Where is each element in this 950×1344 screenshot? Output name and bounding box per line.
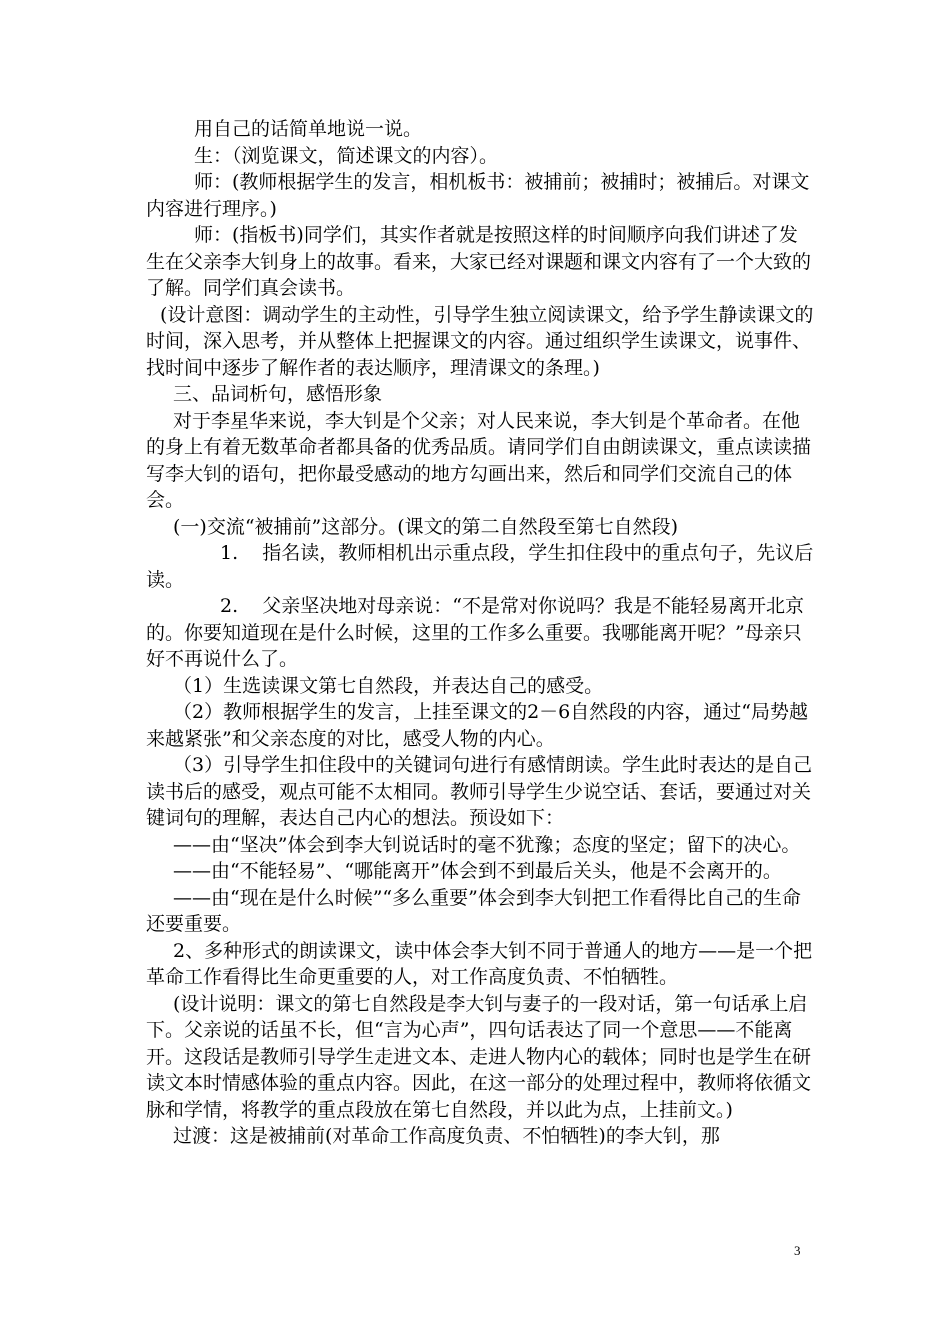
section-heading: 三、品词析句，感悟形象: [173, 383, 383, 405]
paragraph: 生：（浏览课文，简述课文的内容）。: [194, 144, 499, 167]
paragraph: (设计说明：课文的第七自然段是李大钊与妻子的一段对话，第一句话承上启下。父亲说的话虽不长，但“言为心声”，四句话表达了同一个意思——不能离开。这段话是教师引导学生走进文本、走进人物内心的载体；同时也是学生在研读文本时情感体验的重点内容。因此，在这一部分的处理过程中，教师将依循文脉和学情，将教学的重点段放在第七自然段，并以此为点，上挂前文。): [146, 992, 812, 1121]
paragraph: (一)交流“被捕前”这部分。(课文的第二自然段至第七自然段): [173, 515, 679, 538]
body-text: [146, 116, 816, 1150]
paragraph: ——由“现在是什么时候”“多么重要”体会到李大钊把工作看得比自己的生命还要重要。: [146, 886, 801, 935]
list-item: 2. 父亲坚决地对母亲说：“不是常对你说吗？我是不能轻易离开北京的。你要知道现在是什么时候，这里的工作多么重要。我哪能离开呢？”母亲只好不再说什么了。: [146, 595, 805, 670]
paragraph: 用自己的话简单地说一说。: [194, 118, 423, 140]
paragraph: 2、多种形式的朗读课文，读中体会李大钊不同于普通人的地方——是一个把革命工作看得比生命更重要的人，对工作高度负责、不怕牺牲。: [146, 939, 813, 988]
paragraph: 过渡：这是被捕前(对革命工作高度负责、不怕牺牲)的李大钊，那: [173, 1125, 720, 1147]
paragraph: 对于李星华来说，李大钊是个父亲；对人民来说，李大钊是个革命者。在他的身上有着无数革命者都具备的优秀品质。请同学们自由朗读课文，重点读读描写李大钊的语句，把你最受感动的地方勾画出来，然后和同学们交流自己的体会。: [146, 409, 812, 511]
paragraph: ——由“不能轻易”、“哪能离开”体会到不到最后关头，他是不会离开的。: [173, 860, 782, 882]
list-item: 1. 指名读，教师相机出示重点段，学生扣住段中的重点句子，先议后读。: [146, 542, 814, 591]
paragraph: 师：(指板书)同学们，其实作者就是按照这样的时间顺序向我们讲述了发生在父亲李大钊身上的故事。看来，大家已经对课题和课文内容有了一个大致的了解。同学们真会读书。: [146, 224, 812, 299]
paragraph: （2）教师根据学生的发言，上挂至课文的2－6自然段的内容，通过“局势越来越紧张”和父亲态度的对比，感受人物的内心。: [146, 701, 808, 750]
page-number: 3: [794, 1243, 801, 1258]
paragraph: 师：(教师根据学生的发言，相机板书：被捕前；被捕时；被捕后。对课文内容进行理序。): [146, 171, 810, 220]
paragraph: (设计意图：调动学生的主动性，引导学生独立阅读课文，给予学生静读课文的时间，深入思考，并从整体上把握课文的内容。通过组织学生读课文，说事件、找时间中逐步了解作者的表达顺序，理清课文的条理。): [146, 303, 814, 379]
paragraph: （3）引导学生扣住段中的关键词句进行有感情朗读。学生此时表达的是自己读书后的感受，观点可能不太相同。教师引导学生少说空话、套话，要通过对关键词句的理解，表达自己内心的想法。预设如下：: [146, 754, 813, 829]
paragraph: ——由“坚决”体会到李大钊说话时的毫不犹豫；态度的坚定；留下的决心。: [173, 833, 801, 856]
paragraph: （1）生选读课文第七自然段，并表达自己的感受。: [173, 674, 604, 697]
